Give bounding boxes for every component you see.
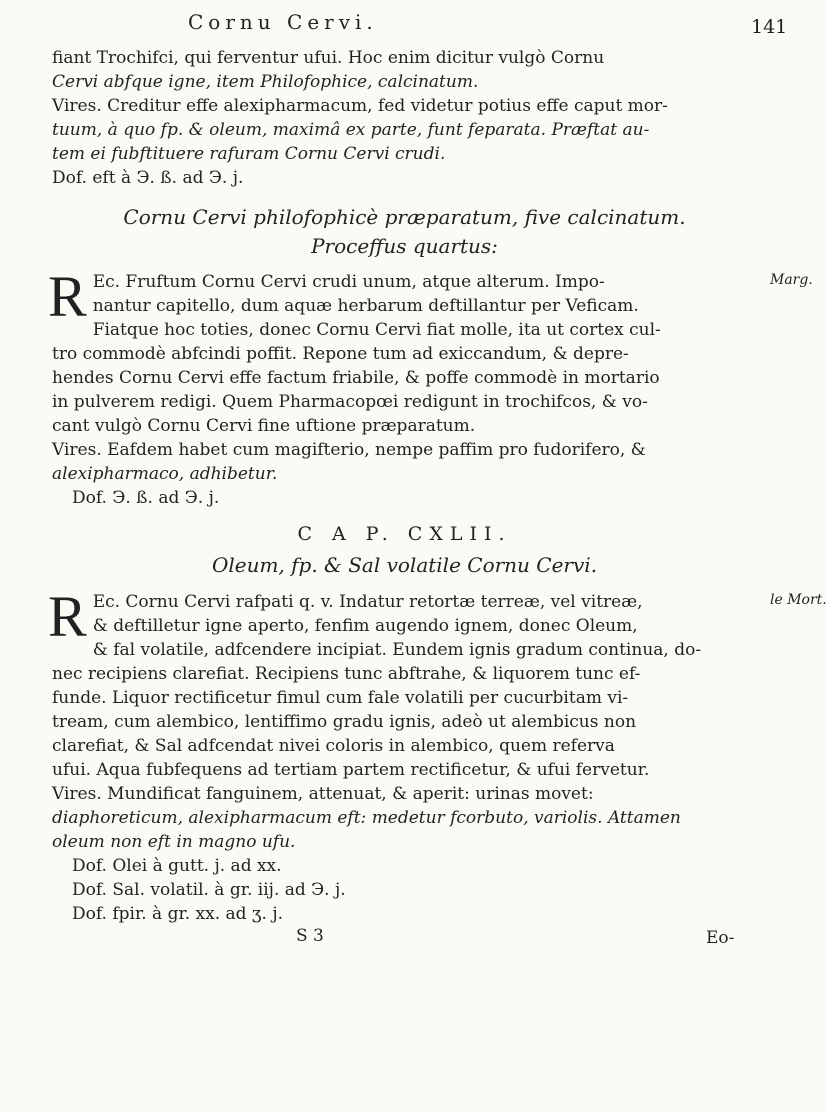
text-line: cant vulgò Cornu Cervi fine uftione præparatum. (52, 416, 476, 436)
text-line: in pulverem redigi. Quem Pharmacopœi redigunt in trochifcos, & vo- (52, 392, 648, 412)
margin-note: Marg. (770, 272, 813, 288)
page-footer (52, 926, 757, 954)
text-line: Vires. Mundificat fanguinem, attenuat, & aperit: urinas movet: (52, 784, 594, 804)
text-line: alexipharmaco, adhibetur. (52, 464, 278, 484)
section-continuation (52, 46, 757, 190)
text-line: Fiatque hoc toties, donec Cornu Cervi fiat molle, ita ut cortex cul- (92, 320, 661, 340)
text-line: diaphoreticum, alexipharmacum eft: medetur fcorbuto, variolis. Attamen (52, 808, 681, 828)
running-head: Cornu Cervi. (188, 10, 378, 34)
page-header (0, 10, 800, 40)
dose-line: Dof. Olei à gutt. j. ad xx. (72, 856, 282, 876)
text-line: nec recipiens clarefiat. Recipiens tunc abftrahe, & liquorem tunc ef- (52, 664, 641, 684)
text-line: funde. Liquor rectificetur fimul cum fale volatili per cucurbitam vi- (52, 688, 629, 708)
text-line: tream, cum alembico, lentiffimo gradu ignis, adeò ut alembicus non (52, 712, 637, 732)
drop-cap: R (48, 264, 87, 329)
process-subheading: Proceffus quartus: (311, 234, 498, 258)
drop-cap: R (48, 584, 87, 649)
text-line: oleum non eft in magno ufu. (52, 832, 296, 852)
margin-note: le Mort. (770, 592, 827, 608)
text-line: & deftilletur igne aperto, fenfim augendo ignem, donec Oleum, (92, 616, 638, 636)
text-line: ufui. Aqua fubfequens ad tertiam partem rectificetur, & ufui fervetur. (52, 760, 650, 780)
page-number: 141 (751, 16, 788, 38)
text-line: Dof. eft à Э. ß. ad Э. j. (52, 168, 244, 188)
chapter-title: Oleum, fp. & Sal volatile Cornu Cervi. (211, 553, 598, 577)
paragraph-oleum (48, 584, 827, 926)
text-line: clarefiat, & Sal adfcendat nivei coloris in alembico, quem referva (52, 736, 615, 756)
text-line: tem ei fubftituere rafuram Cornu Cervi crudi. (52, 144, 446, 164)
text-line: tro commodè abfcindi poffit. Repone tum ad exiccandum, & depre- (52, 344, 629, 364)
page-body (48, 46, 827, 954)
text-line: Ec. Cornu Cervi rafpati q. v. Indatur retortæ terreæ, vel vitreæ, (92, 592, 643, 612)
text-line: nantur capitello, dum aquæ herbarum deftillantur per Veficam. (92, 296, 639, 316)
process-heading: Cornu Cervi philofophicè præparatum, five calcinatum. (123, 205, 686, 229)
dose-line: Dof. Э. ß. ad Э. j. (72, 488, 220, 508)
text-line: Vires. Eafdem habet cum magifterio, nempe paffim pro fudorifero, & (52, 440, 646, 460)
dose-line: Dof. Sal. volatil. à gr. iij. ad Э. j. (72, 880, 346, 900)
text-line: tuum, à quo fp. & oleum, maximâ ex parte, funt feparata. Præftat au- (52, 120, 650, 140)
dose-line: Dof. fpir. à gr. xx. ad ʒ. j. (72, 904, 284, 924)
text-line: & fal volatile, adfcendere incipiat. Eundem ignis gradum continua, do- (92, 640, 702, 660)
signature-mark: S 3 (296, 926, 324, 946)
text-line: Vires. Creditur effe alexipharmacum, fed videtur potius effe caput mor- (52, 96, 668, 116)
text-line: hendes Cornu Cervi effe factum friabile, & poffe commodè in mortario (52, 368, 660, 388)
chapter-number: C A P. CXLII. (297, 523, 512, 545)
text-line: fiant Trochifci, qui ferventur ufui. Hoc enim dicitur vulgò Cornu (52, 48, 605, 68)
text-line: Ec. Fruftum Cornu Cervi crudi unum, atque alterum. Impo- (92, 272, 605, 292)
catchword: Eo- (706, 928, 735, 948)
text-line: Cervi abfque igne, item Philofophice, calcinatum. (52, 72, 479, 92)
paragraph-processus-quartus (48, 264, 813, 510)
